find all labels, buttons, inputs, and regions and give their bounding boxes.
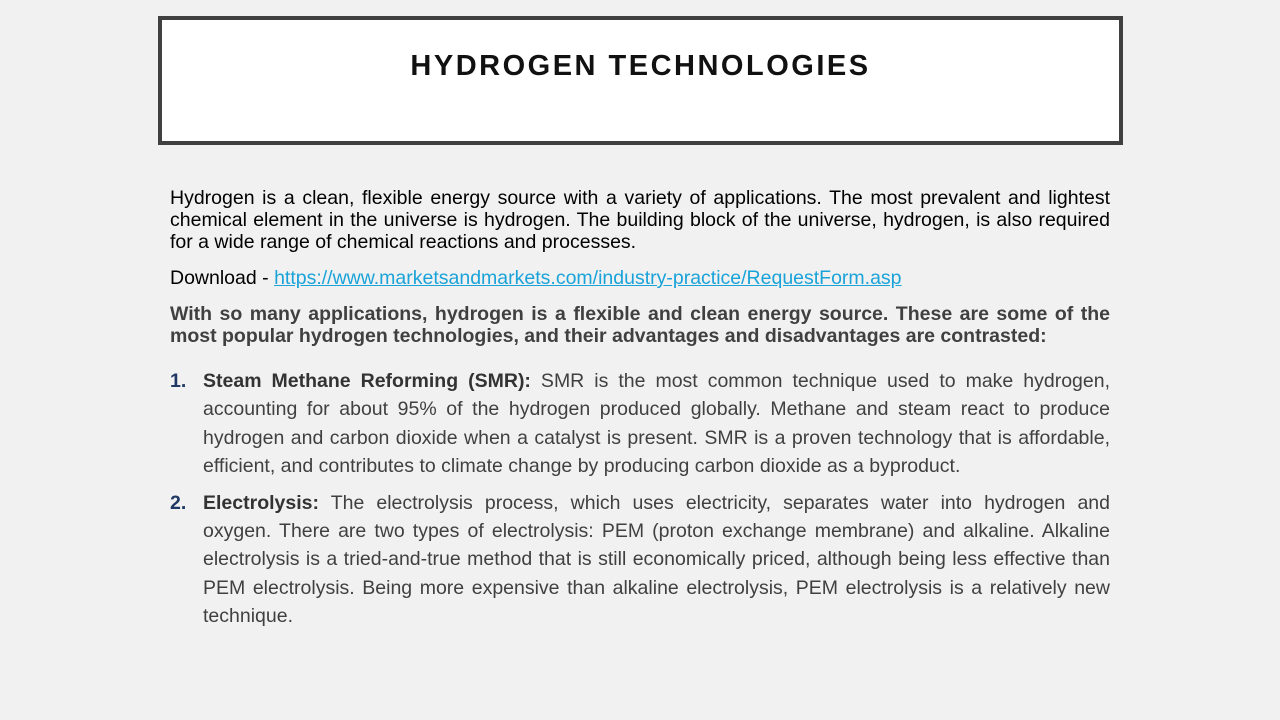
list-item bbox=[170, 367, 1110, 481]
slide-content bbox=[170, 187, 1110, 639]
list-number: 1. bbox=[170, 370, 187, 392]
list-number: 2. bbox=[170, 491, 187, 514]
slide-title: HYDROGEN TECHNOLOGIES bbox=[410, 50, 871, 82]
list-term: Electrolysis: bbox=[203, 491, 319, 514]
list-term: Steam Methane Reforming (SMR): bbox=[203, 370, 531, 392]
title-box bbox=[158, 16, 1123, 145]
list-item bbox=[170, 489, 1110, 631]
list-text: The electrolysis process, which uses electricity, separates water into hydrogen and oxygen. There are two types of electrolysis: PEM (proton exchange membrane) and alkaline. Alkaline electrolysis is a tried-and-true method that is still economically priced, although being less effective than PEM electrolysis. Being more expensive than alkaline electrolysis, PEM electrolysis is a relatively new technique. bbox=[203, 491, 1110, 628]
summary-paragraph: With so many applications, hydrogen is a flexible and clean energy source. These are some of the most popular hydrogen technologies, and their advantages and disadvantages are contrasted: bbox=[170, 303, 1110, 347]
list-text: SMR is the most common technique used to make hydrogen, accounting for about 95% of the hydrogen produced globally. Methane and steam react to produce hydrogen and carbon dioxide when a catalyst is present. SMR is a proven technology that is affordable, efficient, and contributes to climate change by producing carbon dioxide as a byproduct. bbox=[203, 370, 1110, 478]
download-label: Download - bbox=[170, 267, 275, 289]
download-line bbox=[170, 267, 1110, 289]
technology-list bbox=[170, 367, 1110, 631]
intro-paragraph: Hydrogen is a clean, flexible energy source with a variety of applications. The most prevalent and lightest chemical element in the universe is hydrogen. The building block of the universe, hydrogen, is also required for a wide range of chemical reactions and processes. bbox=[170, 187, 1110, 253]
download-link[interactable]: https://www.marketsandmarkets.com/industry-practice/RequestForm.asp bbox=[274, 267, 902, 289]
